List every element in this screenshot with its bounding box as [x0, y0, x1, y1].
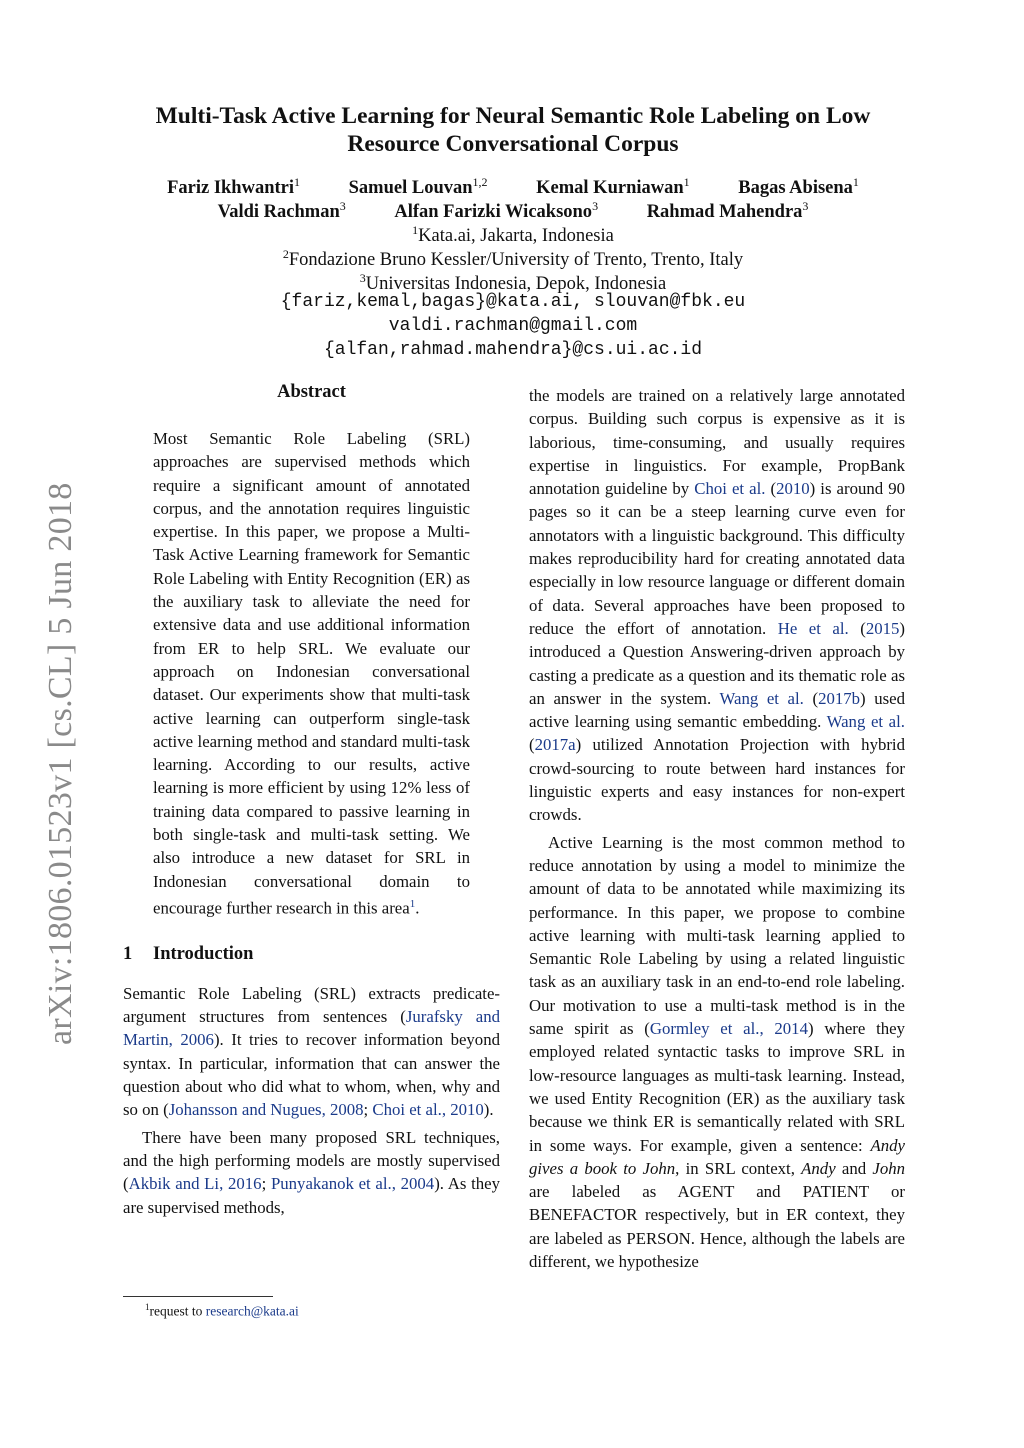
affiliation: $^2$Fondazione Bruno Kessler/University of Trento, Trento, Italy [282, 247, 744, 271]
arxiv-identifier: arXiv:1806.01523v1 [cs.CL] 5 Jun 2018 [42, 482, 79, 1045]
citation-link[interactable]: 2017a [534, 735, 576, 755]
abstract-text: Most Semantic Role Labeling (SRL) approaches are supervised methods which require a significant amount of annotated corpus, and the annotation requires linguistic expertise. In this paper, we propose a Multi-Task Active Learning framework for Semantic Role Labeling with Entity Recognition (ER) as the auxiliary task to alleviate the need for extensive data and use additional information from ER to help SRL. We evaluate our approach on Indonesian conversational dataset. Our experiments show that multi-task active learning can outperform single-task active learning method and standard multi-task learning. According to our results, active learning is more efficient by using 12% less of training data compared to passive learning in both single-task and multi-task setting. We also introduce a new dataset for SRL in Indonesian conversational domain to encourage further research in this area$^1$. [153, 429, 470, 918]
author: Bagas Abisena$^1$ [738, 175, 859, 199]
citation-link[interactable]: Wang et al. [826, 712, 905, 732]
citation-link[interactable]: Johansson and Nugues, 2008 [168, 1100, 364, 1120]
section-heading: 1 Introduction [123, 943, 254, 964]
paragraph: Semantic Role Labeling (SRL) extracts predicate-argument structures from sentences (Jurafsky and Martin, 2006). It tries to recover information beyond syntax. In particular, information that can answer the question about who did what to whom, when, why and so on (Johansson and Nugues, 2008; Choi et al., 2010). [123, 983, 500, 1120]
author: Samuel Louvan$^{1,2}$ [348, 175, 488, 199]
author: Rahmad Mahendra$^3$ [646, 199, 809, 223]
title-line-1: Multi-Task Active Learning for Neural Semantic Role Labeling on Low [155, 103, 871, 129]
paragraph: There have been many proposed SRL techniques, and the high performing models are mostly supervised (Akbik and Li, 2016; Punyakanok et al., 2004). As they are supervised methods, [123, 1127, 500, 1217]
paper-title [120, 102, 906, 158]
email-link[interactable]: research@kata.ai [205, 1303, 299, 1319]
citation-link[interactable]: Wang et al. [719, 688, 804, 708]
citation-link[interactable]: He et al. [777, 618, 849, 638]
footnote: $^1$request to research@kata.ai [145, 1302, 299, 1319]
author: Valdi Rachman$^3$ [217, 199, 346, 223]
abstract-heading: Abstract [277, 382, 346, 402]
right-column [529, 384, 905, 1273]
example-entity: John [872, 1158, 905, 1178]
affiliation: $^3$Universitas Indonesia, Depok, Indonesia [359, 271, 667, 295]
example-entity: Andy [801, 1158, 836, 1178]
author: Kemal Kurniawan$^1$ [536, 175, 690, 199]
example-sentence: Andy gives a book to John [529, 1135, 905, 1178]
title-line-2: Resource Conversational Corpus [347, 131, 679, 157]
author: Fariz Ikhwantri$^1$ [167, 175, 301, 199]
left-column [123, 380, 500, 1219]
citation-link[interactable]: Punyakanok et al., 2004 [270, 1174, 435, 1194]
email-line: {alfan,rahmad.mahendra}@cs.ui.ac.id [323, 340, 703, 360]
affiliation: $^1$Kata.ai, Jakarta, Indonesia [412, 223, 614, 247]
citation-link[interactable]: Akbik and Li, 2016 [128, 1174, 262, 1194]
paragraph: the models are trained on a relatively large annotated corpus. Building such corpus is expensive as it is laborious, time-consuming, and usually requires expertise in linguistics. For example, PropBank annotation guideline by Choi et al. (2010) is around 90 pages so it can be a steep learning curve even for annotators with a linguistic background. This difficulty makes reproducibility hard for creating annotated data especially in low resource language or different domain of data. Several approaches have been proposed to reduce the effort of annotation. He et al. (2015) introduced a Question Answering-driven approach by casting a predicate as a question and its thematic role as an answer in the system. Wang et al. (2017b) used active learning using semantic embedding. Wang et al. (2017a) utilized Annotation Projection with hybrid crowd-sourcing to route between hard instances for linguistic experts and easy instances for non-expert crowds. [529, 386, 905, 825]
paragraph: Active Learning is the most common method to reduce annotation by using a model to minimize the amount of data to be annotated while maximizing its performance. In this paper, we propose to combine active learning with multi-task learning applied to Semantic Role Labeling by using a related linguistic task as an auxiliary task in an end-to-end role labeling. Our motivation to use a multi-task method is in the same spirit as (Gormley et al., 2014) where they employed related syntactic tasks to improve SRL in low-resource languages as multi-task learning. Instead, we used Entity Recognition (ER) as the auxiliary task because we think ER is semantically related with SRL in some ways. For example, given a sentence: Andy gives a book to John, in SRL context, Andy and John are labeled as AGENT and PATIENT or BENEFACTOR respectively, but in ER context, they are labeled as PERSON. Hence, although the labels are different, we hypothesize [529, 832, 905, 1271]
citation-link[interactable]: 2010 [776, 479, 810, 499]
email-line: valdi.rachman@gmail.com [388, 316, 638, 336]
footnote-marker[interactable]: 1 [409, 897, 416, 910]
citation-link[interactable]: Choi et al., 2010 [372, 1100, 484, 1120]
citation-link[interactable]: Jurafsky and Martin, 2006 [123, 1007, 500, 1050]
author: Alfan Farizki Wicaksono$^3$ [394, 199, 599, 223]
citation-link[interactable]: 2017b [818, 688, 861, 708]
citation-link[interactable]: Choi et al. [694, 479, 766, 499]
citation-link[interactable]: Gormley et al., 2014 [649, 1019, 808, 1039]
citation-link[interactable]: 2015 [865, 618, 900, 638]
footnote-divider [123, 1296, 273, 1297]
email-line: {fariz,kemal,bagas}@kata.ai, slouvan@fbk.eu [280, 292, 746, 312]
